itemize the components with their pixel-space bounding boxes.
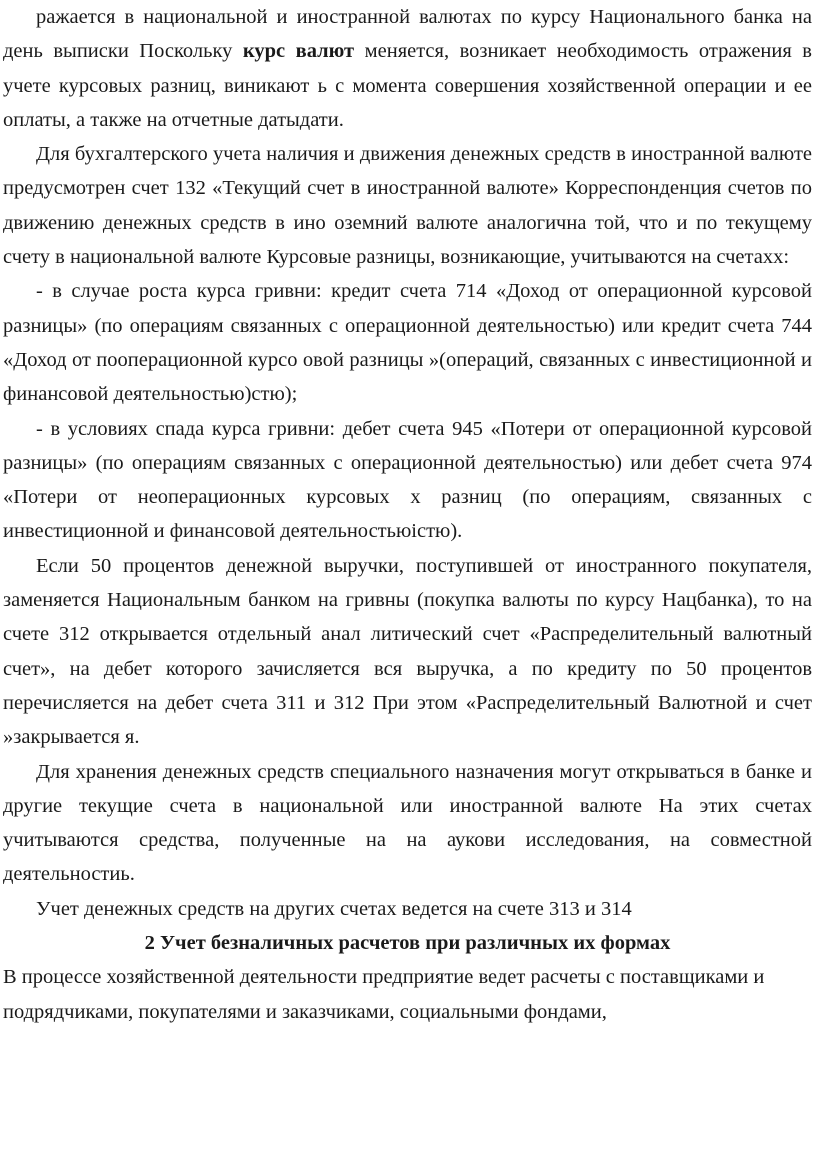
section-heading: 2 Учет безналичных расчетов при различных их формах bbox=[144, 932, 671, 955]
bold-term: курс валют bbox=[242, 40, 355, 63]
paragraph-settlements: В процессе хозяйственной деятельности предприятие ведет расчеты с поставщиками и подрядчиками, покупателями и заказчиками, социальными фондами, bbox=[3, 966, 765, 1023]
paragraph-account-312: Если 50 процентов денежной выручки, поступившей от иностранного покупателя, заменяется Национальным банком на гривны (покупка валюты по курсу Нацбанка), то на счете 312 открывается отдельный анал литический счет «Распределительный валютный счет», на дебет которого зачисляется вся выручка, а по кредиту по 50 процентов перечисляется на дебет счета 311 и 312 При этом «Распределительный Валютной и счет »закрывается я. bbox=[3, 554, 812, 749]
paragraph-rate-decline: - в условиях спада курса гривни: дебет счета 945 «Потери от операционной курсовой разницы» (по операциям связанных с операционной деятельностью) или дебет счета 974 «Потери от неоперационных курсовых х разниц (по операциям, связанных с инвестиционной и финансовой деятельностьюістю). bbox=[3, 417, 812, 543]
paragraph-special-accounts: Для хранения денежных средств специального назначения могут открываться в банке и другие текущие счета в национальной или иностранной валюте На этих счетах учитываются средства, полученные на на аукови исследования, на совместной деятельностиь. bbox=[3, 760, 812, 886]
paragraph-accounts-313-314: Учет денежных средств на других счетах ведется на счете 313 и 314 bbox=[36, 897, 632, 920]
paragraph-rate-growth: - в случае роста курса гривни: кредит счета 714 «Доход от операционной курсовой разницы» (по операциям связанных с операционной деятельностью) или кредит счета 744 «Доход от пооперационной курсо овой разницы »(операций, связанных с инвестиционной и финансовой деятельностью)стю); bbox=[3, 280, 812, 406]
paragraph-account-132: Для бухгалтерского учета наличия и движения денежных средств в иностранной валюте предусмотрен счет 132 «Текущий счет в иностранной валюте» Корреспонденция счетов по движению денежных средств в ино оземний валюте аналогична той, что и по текущему счету в национальной валюте Курсовые разницы, возникающие, учитываются на счетахх: bbox=[3, 143, 812, 269]
paragraph-text: меняется, возникает необходимость отражения в учете курсовых разниц, виникают ь с момента совершения хозяйственной операции и ее оплаты, а также на отчетные датыдати. bbox=[3, 40, 812, 131]
paragraph-currency-rate bbox=[3, 0, 812, 137]
paragraph-text: ражается в национальной и иностранной валютах по курсу Национального банка на день выписки Поскольку bbox=[3, 6, 812, 63]
body-text bbox=[3, 0, 812, 1029]
